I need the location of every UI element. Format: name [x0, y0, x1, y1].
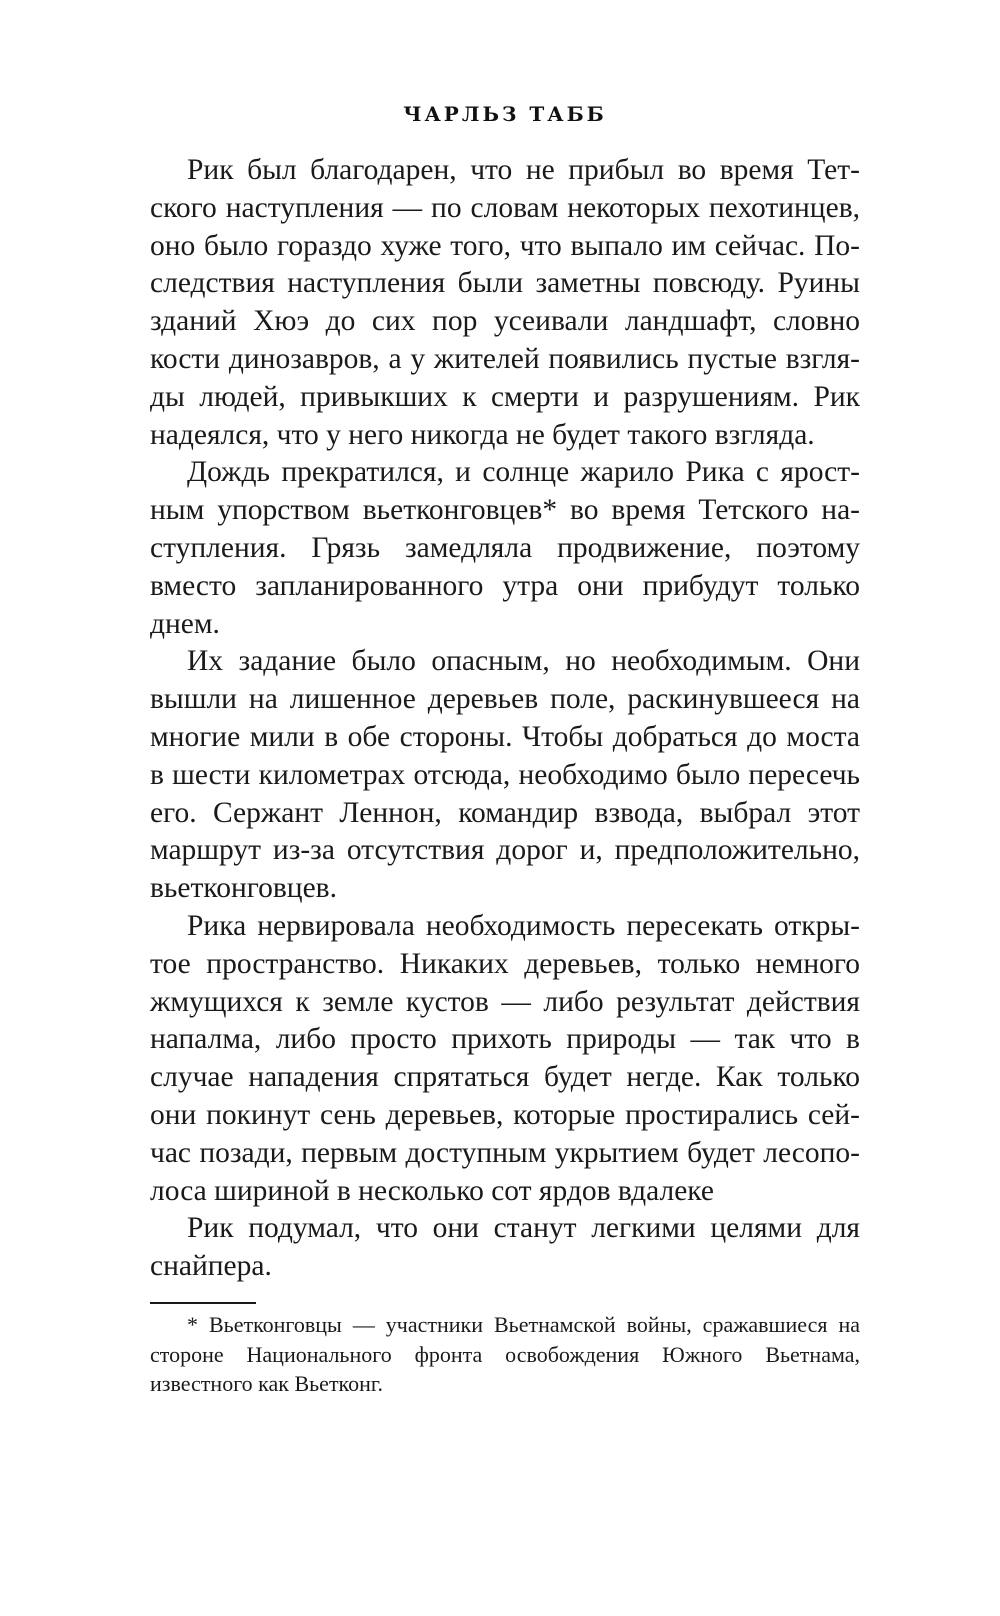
paragraph: Рик был благодарен, что не прибыл во время Тетского наступления — по словам некоторых пехотинцев, оно было гораздо хуже того, что выпало им сейчас. Последствия наступления были заметны повсюду. Руины зданий Хюэ до сих пор усеивали ландшафт, словно кости динозавров, а у жителей появились пустые взгляды людей, привыкших к смерти и разрушениям. Рик надеялся, что у него никогда не будет такого взгляда.: [150, 154, 860, 451]
paragraph: Рика нервировала необходимость пересекать открытое пространство. Никаких деревьев, только немного жмущихся к земле кустов — либо результат действия напалма, либо просто прихоть природы — так что в случае нападения спрятаться будет негде. Как только они покинут сень деревьев, которые простирались сейчас позади, первым доступным укрытием будет лесополоса шириной в несколько сот ярдов вдалеке: [150, 909, 860, 1207]
footnote-divider: [150, 1302, 256, 1304]
paragraph: Дождь прекратился, и солнце жарило Рика с яростным упорством вьетконговцев* во время Тетского наступления. Грязь замедляла продвижение, поэтому вместо запланированного утра они прибудут только днем.: [150, 456, 860, 640]
body-text: [150, 152, 860, 1286]
running-head: ЧАРЛЬЗ ТАББ: [403, 102, 607, 126]
paragraph: Их задание было опасным, но необходимым. Они вышли на лишенное деревьев поле, раскинувшееся на многие мили в обе стороны. Чтобы добраться до моста в шести километрах отсюда, необходимо было пересечь его. Сержант Леннон, командир взвода, выбрал этот маршрут из-за отсутствия дорог и, предположительно, вьетконговцев.: [150, 645, 860, 905]
footnote: * Вьетконговцы — участники Вьетнамской войны, сражавшиеся на стороне Национального фронта освобождения Южного Вьетнама, известного как Вьетконг.: [150, 1312, 860, 1396]
paragraph: Рик подумал, что они станут легкими целями для снайпера.: [150, 1212, 860, 1283]
